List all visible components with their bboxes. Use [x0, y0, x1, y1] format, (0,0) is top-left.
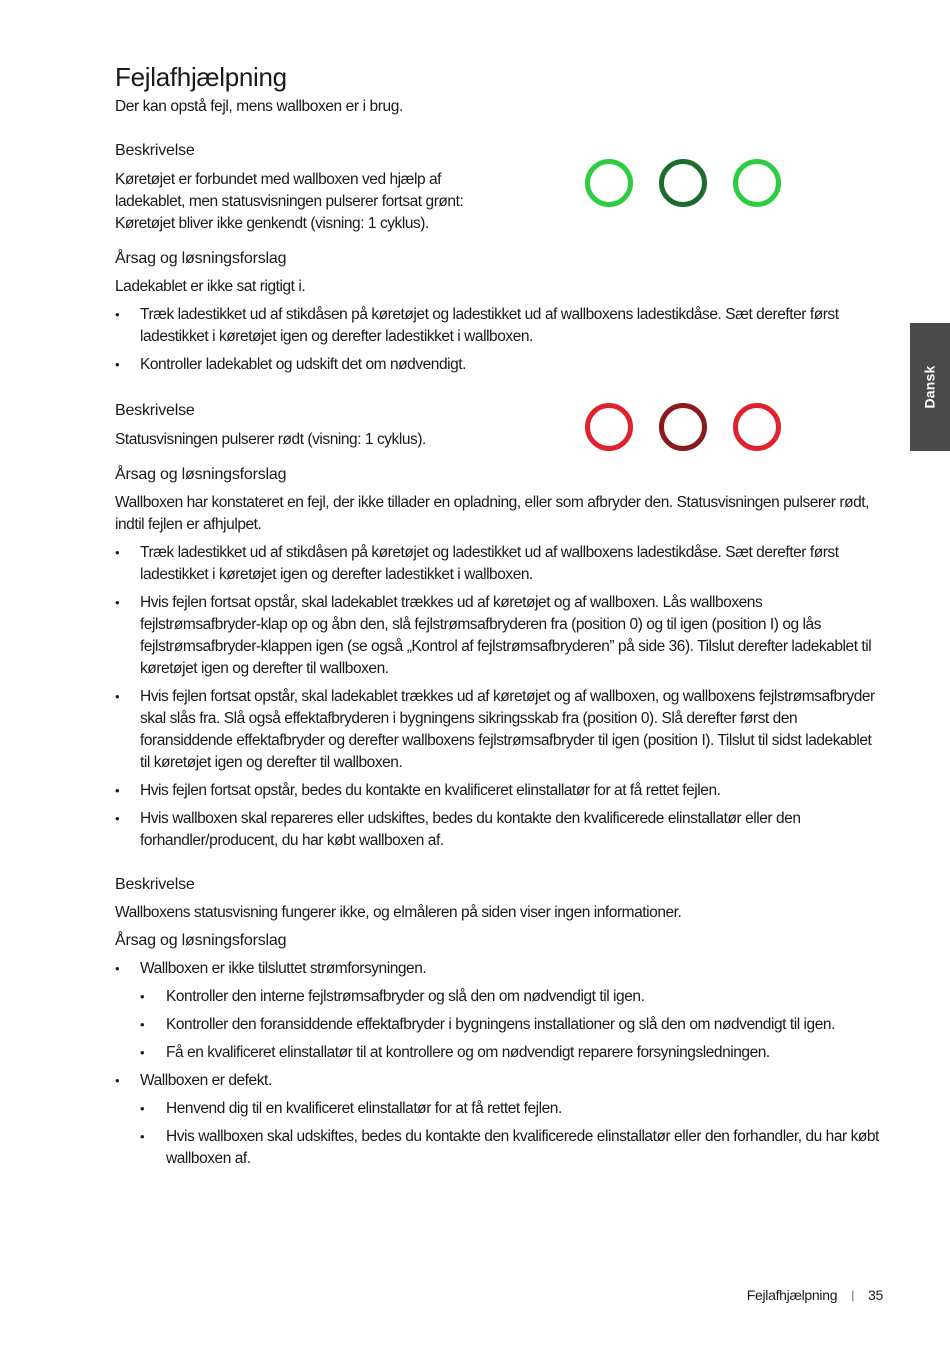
page-content: [115, 60, 885, 1170]
footer-separator: |: [851, 1288, 855, 1302]
ring-icon: [659, 159, 707, 207]
description-label: Beskrivelse: [115, 402, 195, 419]
description-text: Statusvisningen pulserer rødt (visning: 1 cyklus).: [115, 431, 426, 448]
sub-list: [140, 986, 885, 1064]
cause-label: Årsag og løsningsforslag: [115, 250, 287, 267]
list-item: [115, 1070, 885, 1170]
sub-list-item: • Få en kvalificeret elinstallatør til at kontrollere og om nødvendigt reparere forsyningsledningen.: [140, 1042, 885, 1064]
cause-item-text: Wallboxen er defekt.: [140, 1072, 272, 1089]
ring-icon: [659, 403, 707, 451]
cause-list: [115, 958, 885, 1170]
sub-list-item: • Hvis wallboxen skal udskiftes, bedes du kontakte den kvalificerede elinstallatør eller den forhandler, du har købt wallboxen af.: [140, 1126, 885, 1170]
solution-list: [115, 542, 885, 852]
list-item: • Kontroller ladekablet og udskift det om nødvendigt.: [115, 354, 885, 376]
section-red-pulse: [115, 400, 885, 852]
list-item: • Træk ladestikket ud af stikdåsen på køretøjet og ladestikket ud af wallboxens ladestikdåse. Sæt derefter først ladestikket i køretøjet igen og derefter ladestikket i wallboxen.: [115, 542, 885, 586]
section-no-status: [115, 874, 885, 1170]
list-item: [115, 958, 885, 1064]
description-line: ladekablet, men statusvisningen pulserer fortsat grønt:: [115, 193, 464, 210]
cause-label: Årsag og løsningsforslag: [115, 466, 287, 483]
solution-list: [115, 304, 885, 376]
cause-item-text: Wallboxen er ikke tilsluttet strømforsyningen.: [140, 960, 427, 977]
language-tab-label: Dansk: [922, 365, 938, 409]
list-item: • Hvis wallboxen skal repareres eller udskiftes, bedes du kontakte den kvalificerede elinstallatør eller den forhandler/producent, du har købt wallboxen af.: [115, 808, 885, 852]
sub-list-item: • Kontroller den foransiddende effektafbryder i bygningens installationer og slå den om nødvendigt til igen.: [140, 1014, 885, 1036]
cause-text: Ladekablet er ikke sat rigtigt i.: [115, 278, 306, 295]
sub-list-item: • Henvend dig til en kvalificeret elinstallatør for at få rettet fejlen.: [140, 1098, 885, 1120]
page-footer: [747, 1287, 883, 1303]
cause-text: Wallboxen har konstateret en fejl, der ikke tillader en opladning, eller som afbryder den. Statusvisningen pulserer rødt, indtil fejlen er afhjulpet.: [115, 494, 869, 533]
sub-list-item: • Kontroller den interne fejlstrømsafbryder og slå den om nødvendigt til igen.: [140, 986, 885, 1008]
ring-icon: [585, 159, 633, 207]
description-line: Køretøjet er forbundet med wallboxen ved hjælp af: [115, 171, 442, 188]
sub-list: [140, 1098, 885, 1170]
green-status-indicator: [585, 159, 781, 207]
page-number: 35: [868, 1287, 883, 1303]
footer-section: Fejlafhjælpning: [746, 1287, 838, 1303]
list-item: • Hvis fejlen fortsat opstår, skal ladekablet trækkes ud af køretøjet og af wallboxen, og wallboxens fejlstrømsafbryder skal slås fra. Slå også effektafbryderen i bygningens sikringsskab fra (position 0). Slå derefter først den foransiddende effektafbryder og derefter wallboxens fejlstrømsafbryder til igen (position I). Tilslut til sidst ladekablet til køretøjet igen og derefter til wallboxen.: [115, 686, 885, 774]
ring-icon: [733, 403, 781, 451]
list-item: • Træk ladestikket ud af stikdåsen på køretøjet og ladestikket ud af wallboxens ladestikdåse. Sæt derefter først ladestikket i køretøjet igen og derefter ladestikket i wallboxen.: [115, 304, 885, 348]
list-item: • Hvis fejlen fortsat opstår, bedes du kontakte en kvalificeret elinstallatør for at få rettet fejlen.: [115, 780, 885, 802]
description-line: Køretøjet bliver ikke genkendt (visning: 1 cyklus).: [115, 215, 429, 232]
language-tab: [910, 323, 950, 451]
description-label: Beskrivelse: [115, 876, 195, 893]
intro-text: Der kan opstå fejl, mens wallboxen er i brug.: [115, 98, 403, 115]
cause-label: Årsag og løsningsforslag: [115, 932, 287, 949]
red-status-indicator: [585, 403, 781, 451]
description-label: Beskrivelse: [115, 142, 195, 159]
ring-icon: [733, 159, 781, 207]
list-item: • Hvis fejlen fortsat opstår, skal ladekablet trækkes ud af køretøjet og af wallboxen. Lås wallboxens fejlstrømsafbryder-klap op og åbn den, slå fejlstrømsafbryderen fra (position 0) og til igen (position I) og lås fejlstrømsafbryder-klappen igen (se også „Kontrol af fejlstrømsafbryderen” på side 36). Tilslut derefter ladekablet til køretøjet igen og derefter til wallboxen.: [115, 592, 885, 680]
ring-icon: [585, 403, 633, 451]
description-text: Wallboxens statusvisning fungerer ikke, og elmåleren på siden viser ingen informationer.: [115, 904, 682, 921]
page-title: Fejlafhjælpning: [115, 62, 287, 92]
